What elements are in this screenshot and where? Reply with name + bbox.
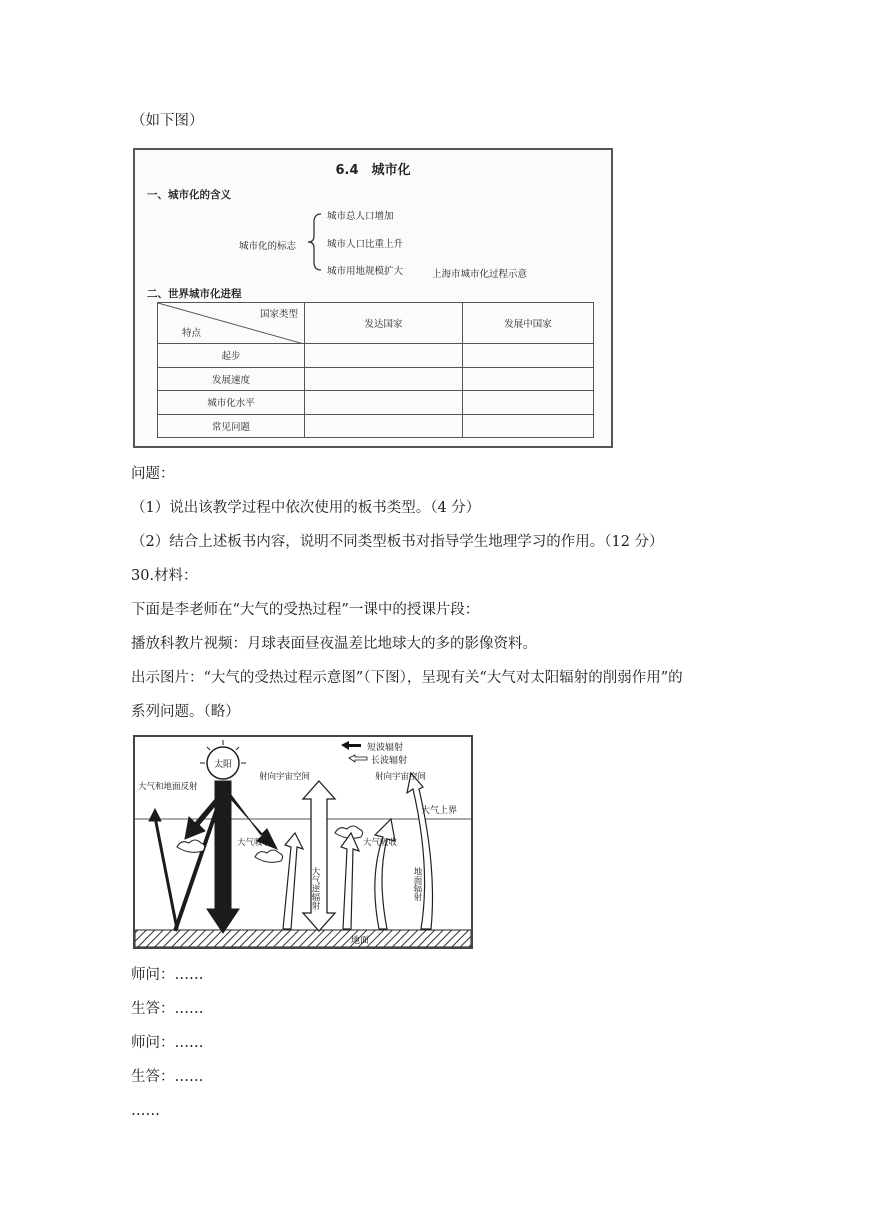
atmosphere-top-label: 大气上界: [421, 806, 458, 816]
dialog-line: 师问：……: [131, 967, 204, 983]
sign-item: 城市用地规模扩大: [327, 266, 404, 277]
table-cell: [305, 414, 463, 438]
corner-bottom-label: 特点: [182, 328, 202, 339]
shortwave-legend-icon: [341, 741, 361, 750]
dialog-line: 生答：……: [131, 1001, 204, 1017]
question-1: （1）说出该教学过程中依次使用的板书类型。（4 分）: [131, 500, 481, 516]
questions-heading: 问题：: [131, 466, 175, 482]
dialog-line: 生答：……: [131, 1069, 204, 1085]
step-picture-cont: 系列问题。（略）: [131, 704, 240, 720]
sign-label: 城市化的标志: [239, 241, 297, 252]
legend-longwave: 长波辐射: [371, 756, 408, 766]
step-video: 播放科教片视频：月球表面昼夜温差比地球大的多的影像资料。: [131, 636, 537, 652]
atmosphere-heating-diagram: [133, 735, 473, 949]
shanghai-note: 上海市城市化过程示意: [432, 269, 528, 280]
space-label-2: 射向宇宙空间: [375, 772, 427, 782]
material-intro: 下面是李老师在“大气的受热过程”一课中的授课片段：: [131, 602, 480, 618]
table-cell: [305, 367, 463, 391]
question-30-heading: 30.材料：: [131, 568, 198, 584]
longwave-legend-icon: [349, 755, 367, 762]
table-cell: [305, 391, 463, 415]
step-picture: 出示图片：“大气的受热过程示意图”（下图），呈现有关“大气对太阳辐射的削弱作用”的: [131, 670, 683, 686]
ground-label: 地面: [351, 936, 370, 946]
ground-radiation-label: 地面辐射: [412, 867, 422, 901]
row-header: 城市化水平: [158, 391, 305, 415]
dialog-line: ……: [131, 1103, 160, 1119]
table-cell: [305, 344, 463, 368]
absorb-label-2: 大气吸收: [363, 838, 398, 848]
column-header: 发达国家: [305, 303, 463, 344]
dialog-line: 师问：……: [131, 1035, 204, 1051]
counter-radiation-label: 大气逆辐射: [310, 867, 320, 910]
corner-top-label: 国家类型: [259, 309, 298, 320]
table-corner-cell: [158, 303, 305, 344]
absorb-label-1: 大气吸收: [237, 838, 272, 848]
row-header: 起步: [158, 344, 305, 368]
board-title: 6.4 城市化: [335, 163, 411, 178]
row-header: 发展速度: [158, 367, 305, 391]
sign-item: 城市人口比重上升: [327, 239, 404, 250]
sun-label: 太阳: [214, 760, 233, 770]
ground-strip: [135, 930, 471, 947]
table-cell: [463, 367, 594, 391]
section-one-heading: 一、城市化的含义: [147, 189, 231, 201]
board-figure: [133, 148, 613, 448]
row-header: 常见问题: [158, 414, 305, 438]
legend-shortwave: 短波辐射: [367, 743, 404, 753]
legend: [341, 741, 367, 762]
section-two-heading: 二、世界城市化进程: [147, 288, 242, 300]
question-2: （2）结合上述板书内容，说明不同类型板书对指导学生地理学习的作用。（12 分）: [131, 534, 664, 550]
brace-icon: [307, 212, 323, 272]
table-cell: [463, 414, 594, 438]
sign-item: 城市总人口增加: [327, 211, 394, 222]
urbanization-table: [157, 302, 594, 438]
column-header: 发展中国家: [463, 303, 594, 344]
reflect-label: 大气和地面反射: [138, 782, 198, 792]
table-cell: [463, 391, 594, 415]
space-label-1: 射向宇宙空间: [259, 772, 311, 782]
intro-text: （如下图）: [131, 113, 204, 129]
table-cell: [463, 344, 594, 368]
